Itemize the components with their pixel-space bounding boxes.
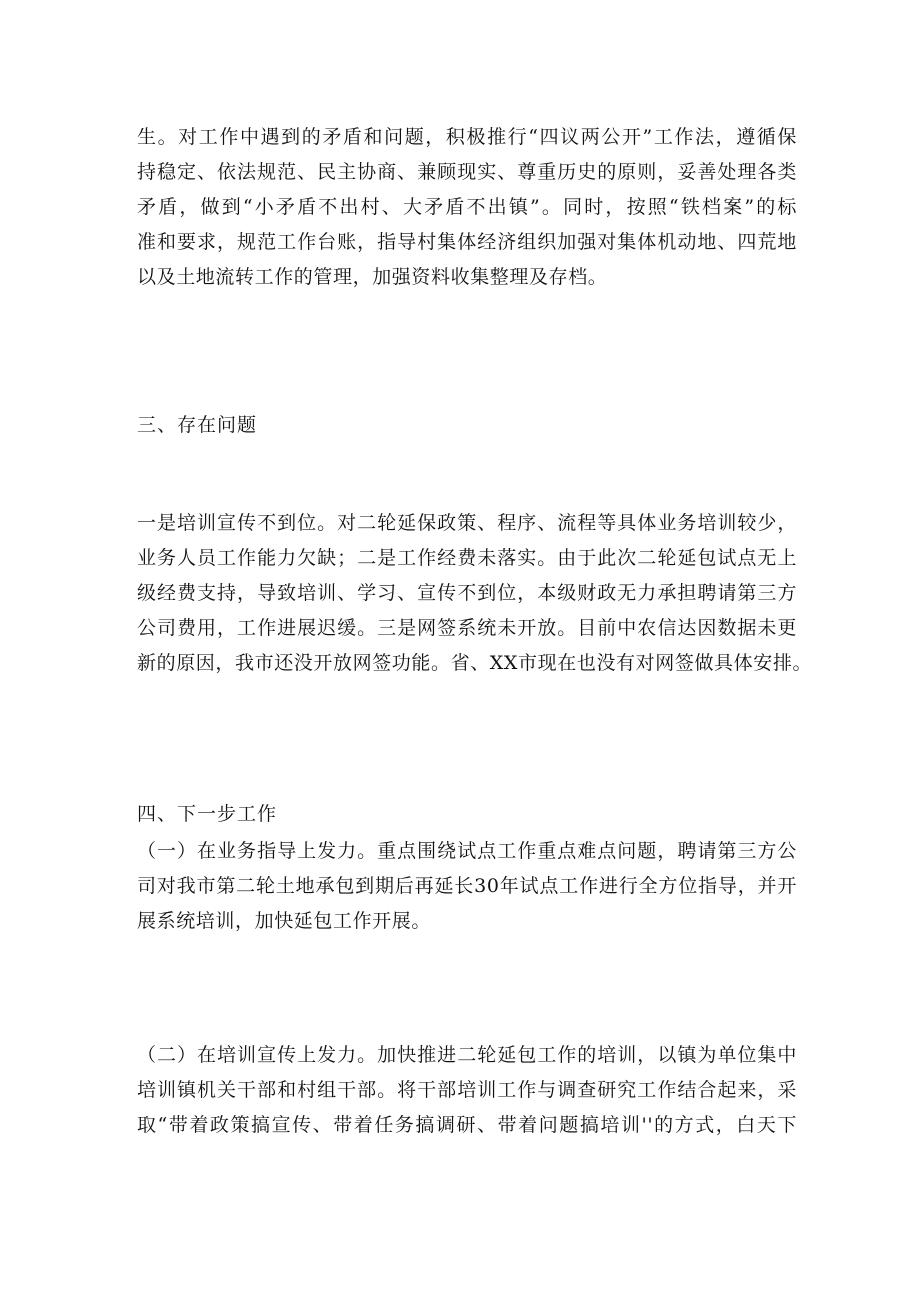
- text-line: （一）在业务指导上发力。重点围绕试点工作重点难点问题，聘请第三方公: [137, 840, 797, 862]
- text-line: 级经费支持，导致培训、学习、宣传不到位，本级财政无力承担聘请第三方: [137, 582, 797, 604]
- text-line: 一是培训宣传不到位。对二轮延保政策、程序、流程等具体业务培训较少，: [137, 512, 797, 534]
- text-line: 业务人员工作能力欠缺；二是工作经费未落实。由于此次二轮延包试点无上: [137, 547, 797, 569]
- text-line: 以及土地流转工作的管理，加强资料收集整理及存档。: [137, 266, 608, 288]
- text-line: 矛盾，做到“小矛盾不出村、大矛盾不出镇”。同时，按照“铁档案”的标: [137, 196, 797, 218]
- text-line: 培训镇机关干部和村组干部。将干部培训工作与调查研究工作结合起来，采: [137, 1079, 797, 1101]
- section-heading-problems: 三、存在问题: [137, 414, 258, 436]
- text-line: 展系统培训，加快延包工作开展。: [137, 910, 432, 932]
- paragraph-dispute-resolution: [137, 120, 797, 295]
- text-line: 司对我市第二轮土地承包到期后再延长30年试点工作进行全方位指导，并开: [137, 875, 797, 897]
- text-line: （二）在培训宣传上发力。加快推进二轮延包工作的培训，以镇为单位集中: [137, 1044, 797, 1066]
- text-line: 取“带着政策搞宣传、带着任务搞调研、带着问题搞培训''的方式，白天下: [137, 1114, 797, 1136]
- paragraph-business-guidance: [137, 834, 797, 939]
- text-line: 公司费用，工作进展迟缓。三是网签系统未开放。目前中农信达因数据未更: [137, 617, 797, 639]
- text-line: 生。对工作中遇到的矛盾和问题，积极推行“四议两公开”工作法，遵循保: [137, 126, 797, 148]
- paragraph-training-publicity: [137, 1038, 797, 1143]
- text-line: 持稳定、依法规范、民主协商、兼顾现实、尊重历史的原则，妥善处理各类: [137, 161, 797, 183]
- text-line: 准和要求，规范工作台账，指导村集体经济组织加强对集体机动地、四荒地: [137, 231, 797, 253]
- section-heading-next-steps: 四、下一步工作: [137, 803, 278, 825]
- paragraph-problems: [137, 506, 813, 681]
- text-line: 新的原因，我市还没开放网签功能。省、XX市现在也没有对网签做具体安排。: [137, 652, 813, 674]
